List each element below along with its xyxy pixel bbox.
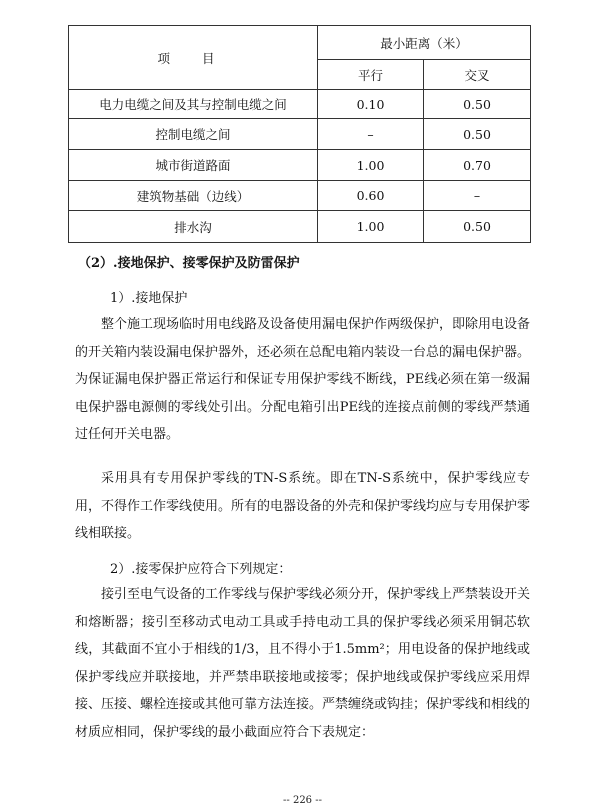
grounding-paragraph: 整个施工现场临时用电线路及设备使用漏电保护作两级保护，即除用电设备的开关箱内装设漏电保护器外，还必须在总配电箱内装设一台总的漏电保护器。为保证漏电保护器正常运行和保证专用保护零线不断线，PE线必须在第一级漏电保护器电源侧的零线处引出。分配电箱引出PE线的连接点前侧的零线严禁通过任何开关电器。	[75, 317, 531, 442]
page-number: -- 226 --	[283, 795, 322, 806]
header-item: 项 目	[69, 26, 318, 90]
row-item: 控制电缆之间	[69, 119, 318, 150]
section-heading: （2）.接地保护、接零保护及防雷保护	[78, 256, 300, 271]
table-header-row	[69, 26, 531, 60]
table-row	[69, 119, 531, 150]
table-row	[69, 150, 531, 181]
row-item: 建筑物基础（边线）	[69, 181, 318, 211]
row-item: 电力电缆之间及其与控制电缆之间	[69, 90, 318, 119]
tns-paragraph: 采用具有专用保护零线的TN-S系统。即在TN-S系统中，保护零线应专用，不得作工作零线使用。所有的电器设备的外壳和保护零线均应与专用保护零线相联接。	[75, 471, 531, 541]
row-parallel: 1.00	[318, 150, 424, 181]
row-cross: –	[424, 181, 531, 211]
header-parallel: 平行	[318, 60, 424, 90]
header-min-distance: 最小距离（米）	[318, 26, 531, 60]
min-distance-table	[68, 25, 531, 243]
header-cross: 交叉	[424, 60, 531, 90]
row-parallel: 1.00	[318, 211, 424, 243]
row-parallel: –	[318, 119, 424, 150]
row-parallel: 0.10	[318, 90, 424, 119]
row-item: 城市街道路面	[69, 150, 318, 181]
table-row	[69, 90, 531, 119]
neutral-paragraph: 接引至电气设备的工作零线与保护零线必须分开，保护零线上严禁装设开关和熔断器；接引至移动式电动工具或手持电动工具的保护零线必须采用铜芯软线，其截面不宜小于相线的1/3，且不得小于1.5mm²；用电设备的保护地线或保护零线应并联接地，并严禁串联接地或接零；保护地线或保护零线应采用焊接、压接、螺栓连接或其他可靠方法连接。严禁缠绕或钩挂；保护零线和相线的材质应相同，保护零线的最小截面应符合下表规定：	[75, 587, 531, 740]
table-row	[69, 181, 531, 211]
grounding-title: 1）.接地保护	[110, 291, 188, 306]
neutral-title: 2）.接零保护应符合下列规定：	[110, 562, 292, 577]
table-row	[69, 211, 531, 243]
row-parallel: 0.60	[318, 181, 424, 211]
row-cross: 0.70	[424, 150, 531, 181]
row-cross: 0.50	[424, 211, 531, 243]
row-item: 排水沟	[69, 211, 318, 243]
row-cross: 0.50	[424, 90, 531, 119]
row-cross: 0.50	[424, 119, 531, 150]
